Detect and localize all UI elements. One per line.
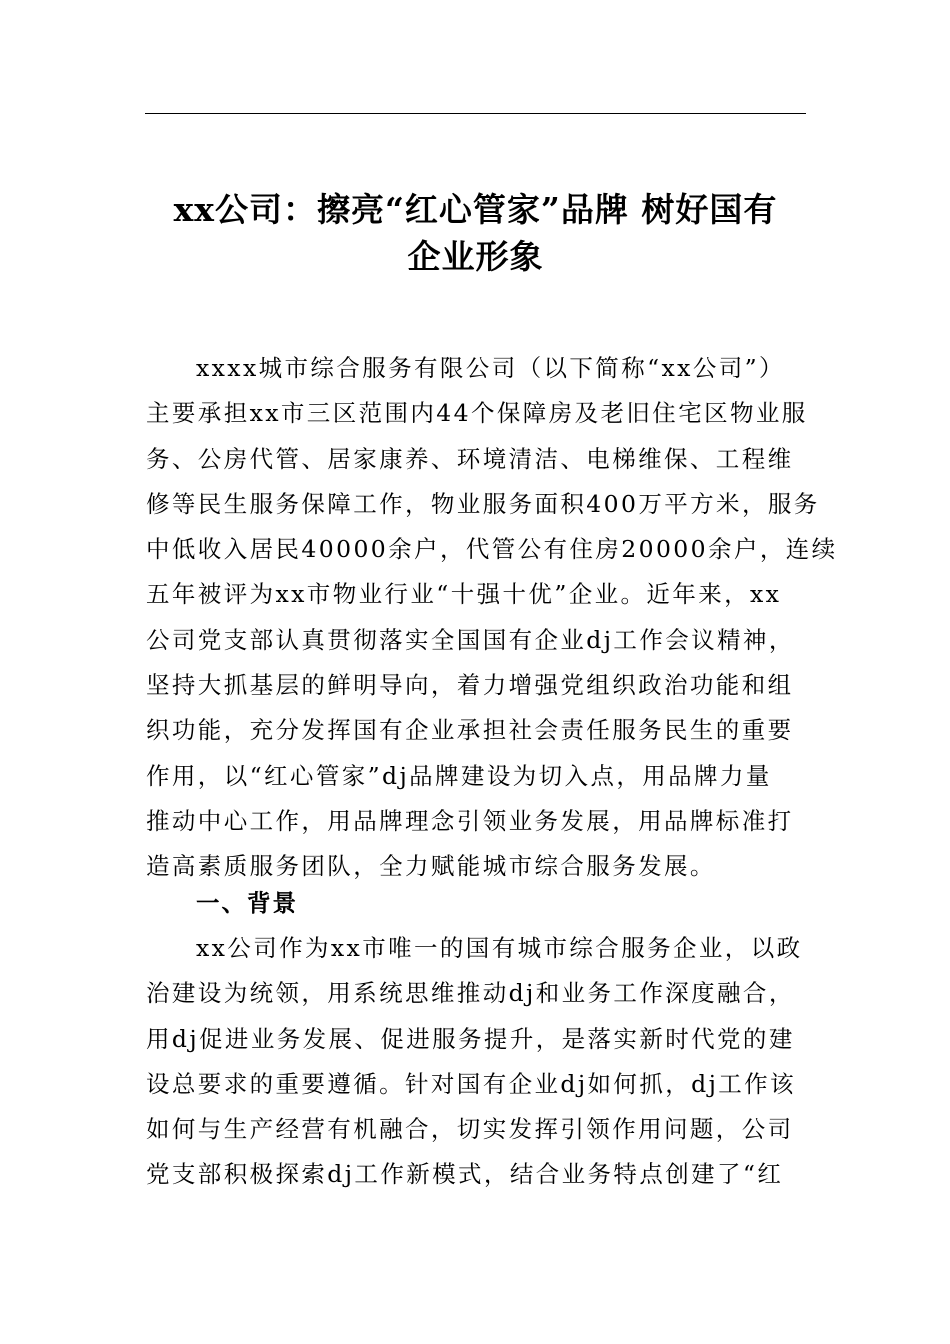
- text-line: xxxx城市综合服务有限公司（以下简称“xx公司”）: [196, 354, 785, 382]
- document-title: [140, 186, 811, 280]
- text-line: 修等民生服务保障工作，物业服务面积400万平方米，服务: [146, 489, 820, 518]
- text-line: 党支部积极探索dj工作新模式，结合业务特点创建了“红: [146, 1160, 784, 1189]
- section-heading: 一、背景: [196, 889, 298, 917]
- text-line: 五年被评为xx市物业行业“十强十优”企业。近年来，xx: [146, 580, 782, 609]
- text-line: 中低收入居民40000余户，代管公有住房20000余户，连续: [146, 535, 838, 564]
- text-line: 如何与生产经营有机融合，切实发挥引领作用问题，公司: [146, 1115, 794, 1144]
- text-line: 坚持大抓基层的鲜明导向，着力增强党组织政治功能和组: [146, 671, 794, 700]
- title-line: 企业形象: [407, 237, 544, 276]
- text-line: 用dj促进业务发展、促进服务提升，是落实新时代党的建: [146, 1024, 795, 1053]
- text-line: xx公司作为xx市唯一的国有城市综合服务企业，以政: [196, 934, 803, 962]
- text-line: 公司党支部认真贯彻落实全国国有企业dj工作会议精神，: [146, 625, 795, 654]
- title-line: xx公司：擦亮“红心管家”品牌 树好国有: [173, 190, 778, 229]
- text-line: 务、公房代管、居家康养、环境清洁、电梯维保、工程维: [146, 444, 794, 473]
- paragraph-intro: [146, 346, 838, 890]
- text-line: 设总要求的重要遵循。针对国有企业dj如何抓，dj工作该: [146, 1069, 796, 1098]
- text-line: 作用，以“红心管家”dj品牌建设为切入点，用品牌力量: [146, 761, 772, 790]
- text-line: 织功能，充分发挥国有企业承担社会责任服务民生的重要: [146, 716, 794, 745]
- text-line: 主要承担xx市三区范围内44个保障房及老旧住宅区物业服: [146, 399, 808, 428]
- paragraph-background: [146, 926, 806, 1198]
- text-line: 造高素质服务团队，全力赋能城市综合服务发展。: [146, 852, 716, 881]
- header-rule: [145, 113, 806, 114]
- text-line: 推动中心工作，用品牌理念引领业务发展，用品牌标准打: [146, 806, 794, 835]
- text-line: 治建设为统领，用系统思维推动dj和业务工作深度融合，: [146, 979, 795, 1008]
